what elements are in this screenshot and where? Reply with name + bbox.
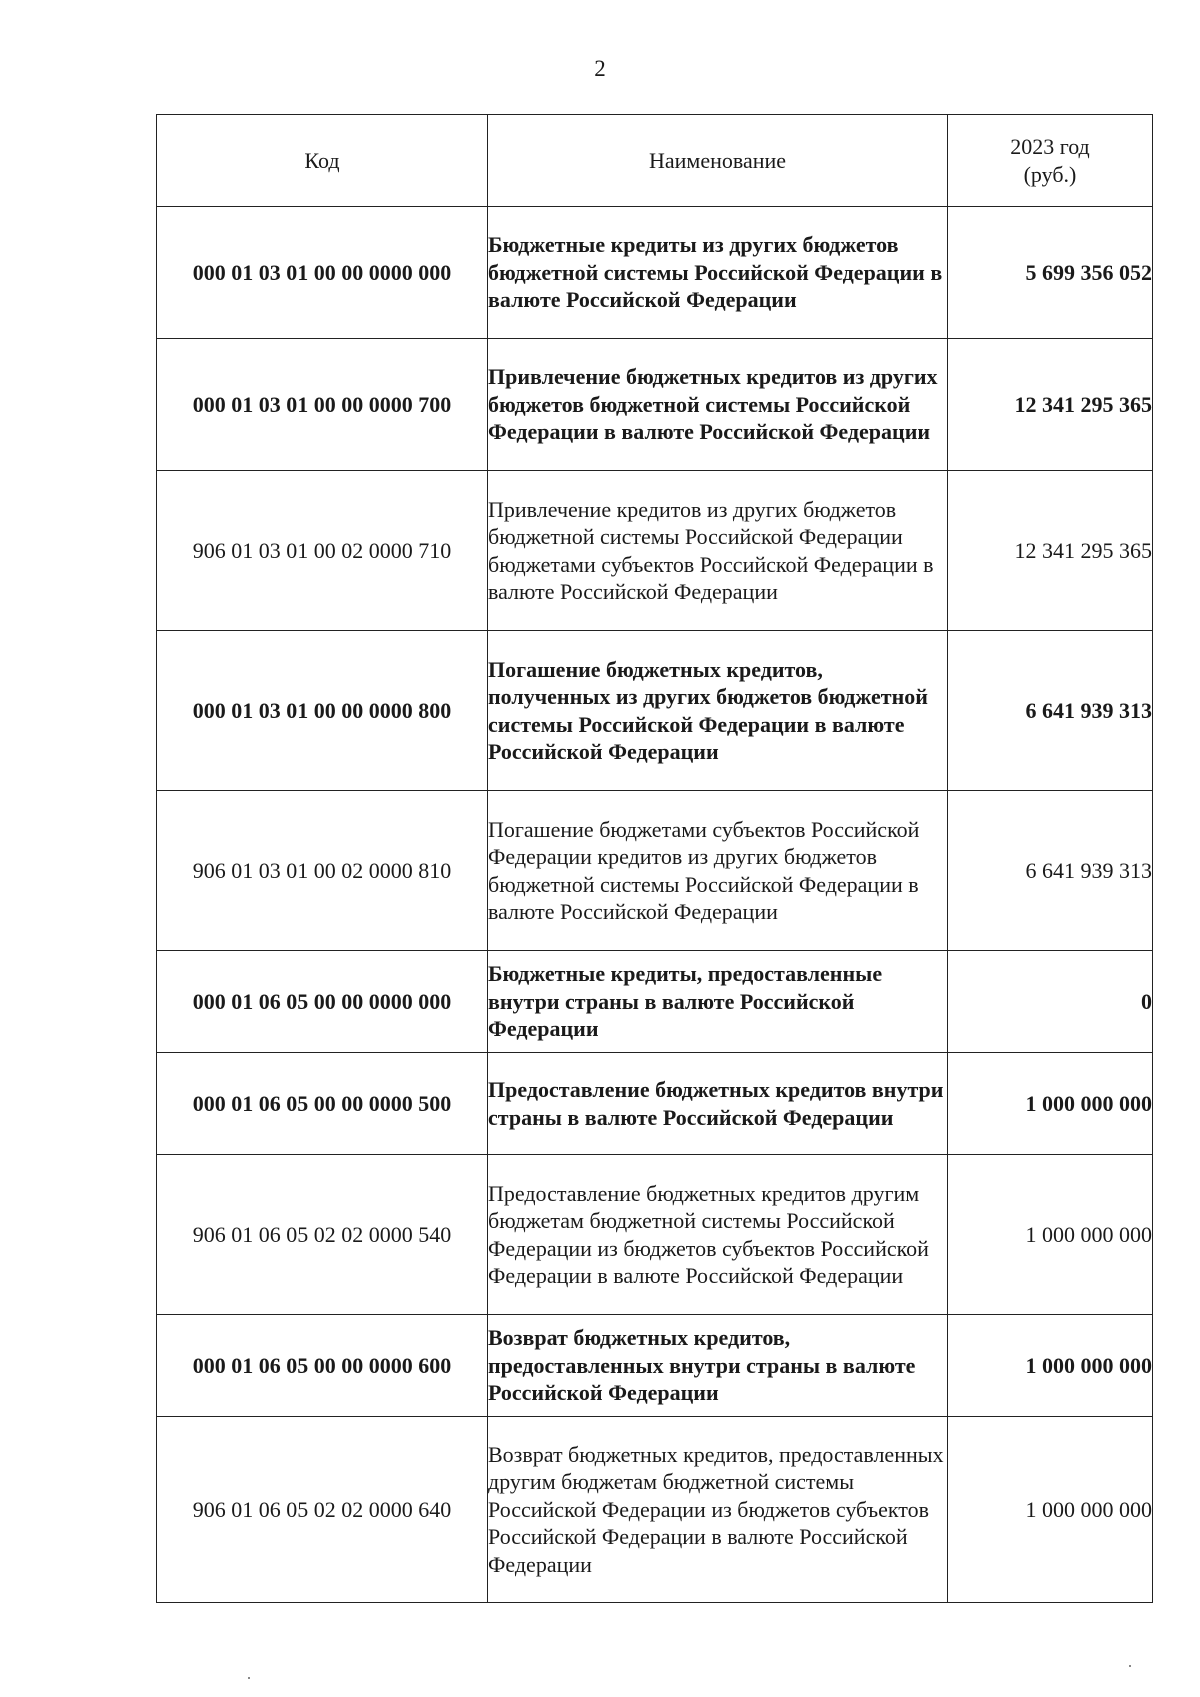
row-amount-cell: 1 000 000 000 — [948, 1417, 1153, 1603]
row-amount-cell: 0 — [948, 951, 1153, 1053]
header-amount-year: 2023 год — [1010, 134, 1090, 159]
table-row — [157, 631, 1153, 791]
row-amount-cell: 1 000 000 000 — [948, 1053, 1153, 1155]
row-code-cell: 000 01 03 01 00 00 0000 700 — [157, 339, 488, 471]
table-row — [157, 1417, 1153, 1603]
row-name-cell: Возврат бюджетных кредитов, предоставленных другим бюджетам бюджетной системы Российской Федерации из бюджетов субъектов Российской Федерации в валюте Российской Федерации — [488, 1417, 948, 1603]
row-amount-cell: 12 341 295 365 — [948, 471, 1153, 631]
table-row — [157, 1315, 1153, 1417]
row-name-cell: Предоставление бюджетных кредитов внутри страны в валюте Российской Федерации — [488, 1053, 948, 1155]
row-code-cell: 906 01 06 05 02 02 0000 640 — [157, 1417, 488, 1603]
header-amount — [948, 115, 1153, 207]
row-amount-cell: 6 641 939 313 — [948, 631, 1153, 791]
row-amount-cell: 6 641 939 313 — [948, 791, 1153, 951]
row-amount-cell: 12 341 295 365 — [948, 339, 1153, 471]
row-amount-cell: 5 699 356 052 — [948, 207, 1153, 339]
row-code-cell: 000 01 06 05 00 00 0000 600 — [157, 1315, 488, 1417]
row-name-cell: Бюджетные кредиты из других бюджетов бюджетной системы Российской Федерации в валюте Российской Федерации — [488, 207, 948, 339]
row-name-cell: Возврат бюджетных кредитов, предоставленных внутри страны в валюте Российской Федерации — [488, 1315, 948, 1417]
table-row — [157, 951, 1153, 1053]
row-name-cell: Погашение бюджетных кредитов, полученных из других бюджетов бюджетной системы Российской Федерации в валюте Российской Федерации — [488, 631, 948, 791]
scan-speck — [1129, 1665, 1131, 1667]
row-name-cell: Погашение бюджетами субъектов Российской Федерации кредитов из других бюджетов бюджетной системы Российской Федерации в валюте Российской Федерации — [488, 791, 948, 951]
row-code-cell: 906 01 06 05 02 02 0000 540 — [157, 1155, 488, 1315]
header-amount-unit: (руб.) — [1023, 161, 1077, 187]
row-name-cell: Бюджетные кредиты, предоставленные внутри страны в валюте Российской Федерации — [488, 951, 948, 1053]
row-code-cell: 000 01 03 01 00 00 0000 000 — [157, 207, 488, 339]
table-row — [157, 339, 1153, 471]
row-amount-cell: 1 000 000 000 — [948, 1155, 1153, 1315]
row-code-cell: 906 01 03 01 00 02 0000 710 — [157, 471, 488, 631]
table-row — [157, 207, 1153, 339]
table-row — [157, 1053, 1153, 1155]
page-number: 2 — [594, 56, 606, 81]
table-row — [157, 471, 1153, 631]
scan-speck — [248, 1677, 250, 1679]
table-row — [157, 791, 1153, 951]
row-name-cell: Привлечение бюджетных кредитов из других бюджетов бюджетной системы Российской Федерации в валюте Российской Федерации — [488, 339, 948, 471]
row-name-cell: Предоставление бюджетных кредитов другим бюджетам бюджетной системы Российской Федерации из бюджетов субъектов Российской Федерации в валюте Российской Федерации — [488, 1155, 948, 1315]
table-header-row — [157, 115, 1153, 207]
table-body — [157, 207, 1153, 1603]
budget-sources-table — [156, 114, 1153, 1603]
row-amount-cell: 1 000 000 000 — [948, 1315, 1153, 1417]
header-name: Наименование — [488, 115, 948, 207]
header-code: Код — [157, 115, 488, 207]
table-row — [157, 1155, 1153, 1315]
row-name-cell: Привлечение кредитов из других бюджетов бюджетной системы Российской Федерации бюджетами субъектов Российской Федерации в валюте Российской Федерации — [488, 471, 948, 631]
row-code-cell: 000 01 03 01 00 00 0000 800 — [157, 631, 488, 791]
row-code-cell: 000 01 06 05 00 00 0000 500 — [157, 1053, 488, 1155]
row-code-cell: 906 01 03 01 00 02 0000 810 — [157, 791, 488, 951]
row-code-cell: 000 01 06 05 00 00 0000 000 — [157, 951, 488, 1053]
